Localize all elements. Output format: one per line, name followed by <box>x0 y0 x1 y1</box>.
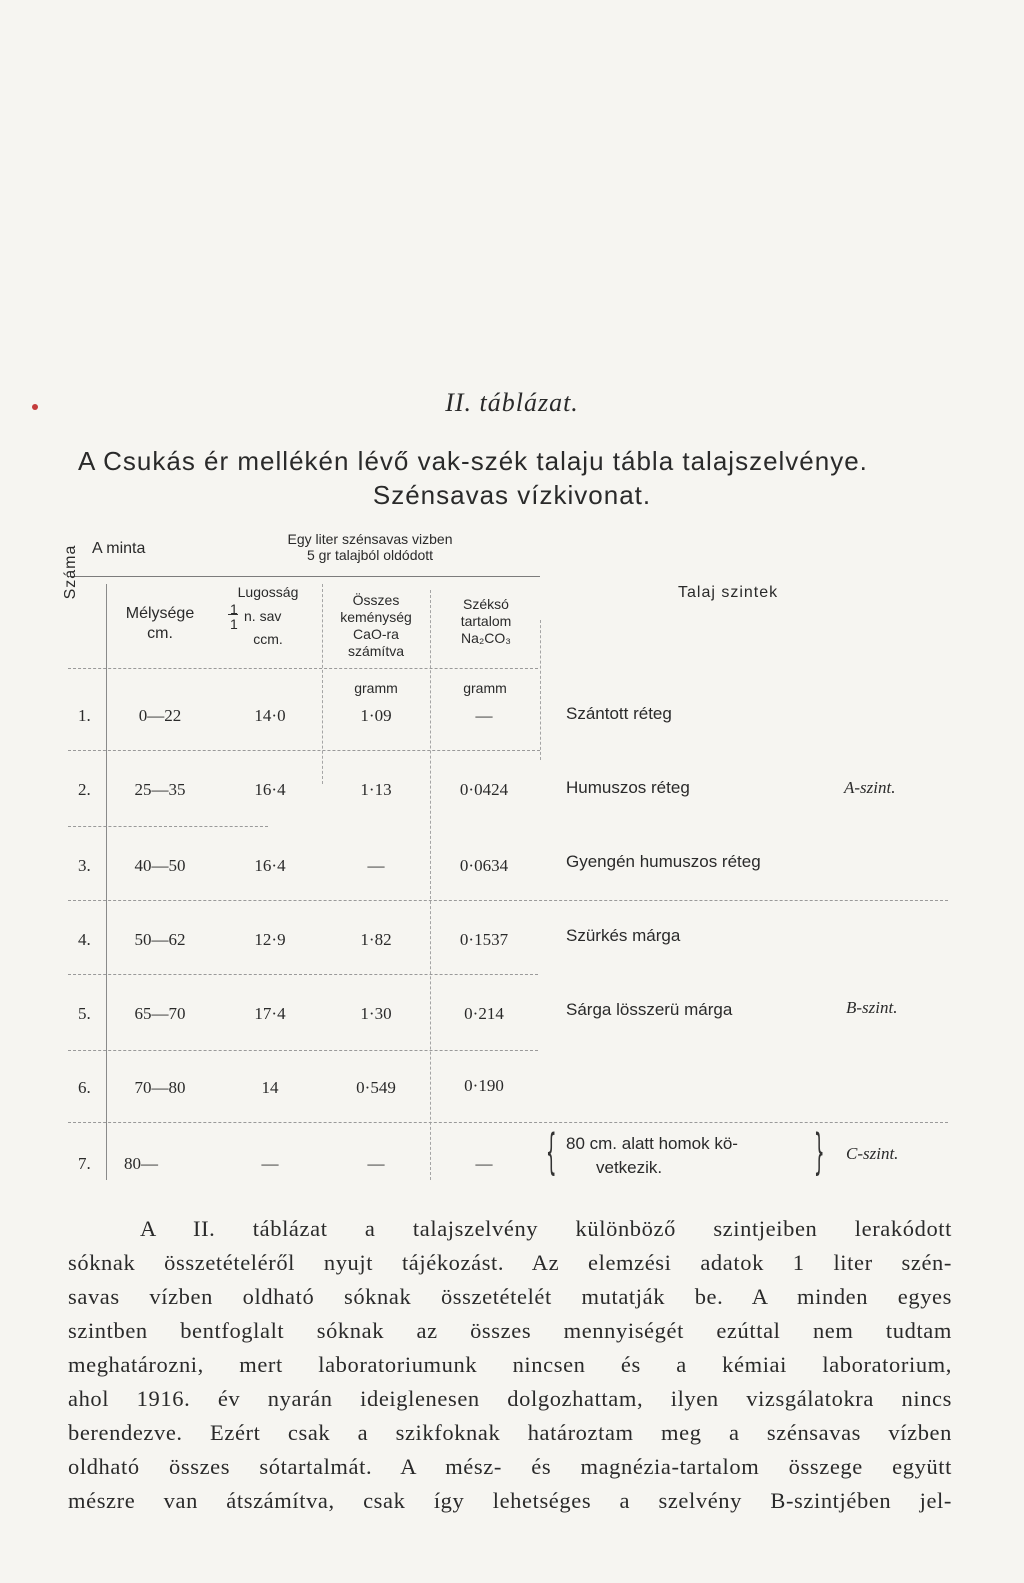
header-bottom-rule <box>68 668 538 669</box>
row-3-layer: Gyengén humuszos réteg <box>566 852 761 871</box>
row-5-zone: B-szint. <box>846 998 898 1017</box>
row-3-hardness: — <box>367 856 385 875</box>
alkalinity-volume: ccm. <box>253 631 283 647</box>
depth-label: Mélysége <box>125 605 195 622</box>
row-2-zone: A-szint. <box>844 778 896 797</box>
paragraph-line: sóknak összetételéről nyujt tájékozást. Az elemzési adatok 1 liter szén- <box>68 1250 952 1275</box>
column-header-soda <box>434 596 538 647</box>
row-6-soda: 0·190 <box>464 1076 504 1095</box>
paragraph-line: oldható összes sótartalmát. A mész- és magnézia-tartalom összege együtt <box>68 1454 952 1479</box>
row-4-alkalinity: 12·9 <box>254 930 286 949</box>
row-5-soda: 0·214 <box>464 1004 504 1023</box>
row-4-soda: 0·1537 <box>459 930 509 949</box>
row-2-layer: Humuszos réteg <box>566 778 690 797</box>
row-2-soda: 0·0424 <box>459 780 509 799</box>
row-3-alkalinity: 16·4 <box>254 856 286 875</box>
row-5-alkalinity: 17·4 <box>254 1004 286 1023</box>
paragraph-line: mészre van átszámítva, csak így lehetséges a szelvény B-szintjében jel- <box>68 1488 952 1513</box>
column-header-number: Száma <box>62 544 79 600</box>
alkalinity-label: Lugosság <box>237 584 299 600</box>
paragraph-line: ahol 1916. év nyarán ideiglenesen dolgozhattam, ilyen vizsgálatokra nincs <box>68 1386 952 1411</box>
row-3-soda: 0·0634 <box>459 856 509 875</box>
header-extract-line-1: Egy liter szénsavas vizben <box>287 531 453 547</box>
row-3-depth: 40—50 <box>134 856 186 875</box>
row-5-depth: 65—70 <box>134 1004 186 1023</box>
paragraph-line: berendezve. Ezért csak a szikfoknak határoztam meg a szénsavas vízben <box>68 1420 952 1445</box>
depth-unit: cm. <box>147 625 173 642</box>
row-7-hardness: — <box>367 1154 385 1173</box>
row-4-layer: Szürkés márga <box>566 926 681 945</box>
row-rule <box>68 1122 948 1123</box>
row-1-number: 1. <box>78 706 91 725</box>
row-rule <box>68 1050 538 1051</box>
row-2-alkalinity: 16·4 <box>254 780 286 799</box>
row-1-depth: 0—22 <box>138 706 182 725</box>
column-header-hardness <box>322 592 430 660</box>
header-extract-line-2: 5 gr talajból oldódott <box>306 547 434 563</box>
row-7-alkalinity: — <box>261 1154 279 1173</box>
row-1-alkalinity: 14·0 <box>254 706 286 725</box>
row-1-hardness: 1·09 <box>360 706 392 725</box>
soda-label-1: Széksó <box>463 596 509 612</box>
alkalinity-fraction <box>218 601 318 631</box>
table-title-line-2: Szénsavas vízkivonat. <box>372 480 652 510</box>
row-6-hardness: 0·549 <box>356 1078 396 1097</box>
column-rule-2 <box>322 584 323 784</box>
right-brace: } <box>813 1124 825 1180</box>
row-5-layer: Sárga lösszerü márga <box>566 1000 733 1019</box>
hardness-label-2: keménység <box>340 609 412 625</box>
hardness-label-4: számítva <box>347 643 404 659</box>
row-6-depth: 70—80 <box>134 1078 186 1097</box>
row-1-soda: — <box>475 706 493 725</box>
row-rule <box>68 974 538 975</box>
row-rule <box>68 750 540 751</box>
row-5-hardness: 1·30 <box>360 1004 392 1023</box>
paragraph-line: szintben bentfoglalt sóknak az összes mennyiségét ezúttal nem tudtam <box>68 1318 952 1343</box>
paragraph-line: meghatározni, mert laboratoriumunk nincsen és a kémiai laboratorium, <box>68 1352 952 1377</box>
row-7-number: 7. <box>78 1154 91 1173</box>
unit-soda: gramm <box>463 680 507 696</box>
row-rule <box>68 826 268 827</box>
body-paragraph <box>68 1212 952 1518</box>
row-4-hardness: 1·82 <box>360 930 392 949</box>
column-rule-1 <box>106 584 107 1180</box>
alkalinity-fraction-denominator: 1 <box>230 616 238 632</box>
row-7-layer-line-2: vetkezik. <box>596 1158 663 1177</box>
paragraph-line: savas vízben oldható sóknak összetételét mutatják be. A minden egyes <box>68 1284 952 1309</box>
row-3-number: 3. <box>78 856 91 875</box>
column-header-levels: Talaj szintek <box>678 584 779 601</box>
column-header-alkalinity <box>218 584 318 648</box>
soda-label-3: Na₂CO₃ <box>460 630 512 646</box>
row-4-depth: 50—62 <box>134 930 186 949</box>
paragraph-line: A II. táblázat a talajszelvény különböző szintjeiben lerakódott <box>140 1216 952 1241</box>
header-rule <box>68 576 540 577</box>
alkalinity-fraction-numerator: 1 <box>230 601 238 617</box>
row-rule <box>68 900 948 901</box>
row-6-alkalinity: 14 <box>261 1078 279 1097</box>
row-2-depth: 25—35 <box>134 780 186 799</box>
hardness-label-3: CaO-ra <box>353 626 399 642</box>
left-brace: { <box>545 1124 557 1180</box>
column-header-depth <box>110 604 210 644</box>
alkalinity-unit: n. sav <box>244 608 282 624</box>
row-5-number: 5. <box>78 1004 91 1023</box>
row-7-layer-line-1: 80 cm. alatt homok kö- <box>566 1134 738 1153</box>
soda-label-2: tartalom <box>460 613 512 629</box>
row-7-depth: 80— <box>124 1154 158 1173</box>
column-rule-4 <box>540 620 541 760</box>
fraction-bar <box>228 614 238 615</box>
hardness-label-1: Összes <box>352 592 400 608</box>
row-2-hardness: 1·13 <box>360 780 392 799</box>
table-title-line-1: A Csukás ér mellékén lévő vak-szék talaju tábla talajszelvénye. <box>78 446 868 476</box>
table-caption: II. táblázat. <box>445 388 579 417</box>
unit-hardness: gramm <box>354 680 398 696</box>
row-7-zone: C-szint. <box>846 1144 899 1163</box>
row-4-number: 4. <box>78 930 91 949</box>
row-1-layer: Szántott réteg <box>566 704 672 723</box>
row-6-number: 6. <box>78 1078 91 1097</box>
row-2-number: 2. <box>78 780 91 799</box>
header-sample: A minta <box>92 540 146 557</box>
column-rule-3 <box>430 590 431 1180</box>
row-7-soda: — <box>475 1154 493 1173</box>
